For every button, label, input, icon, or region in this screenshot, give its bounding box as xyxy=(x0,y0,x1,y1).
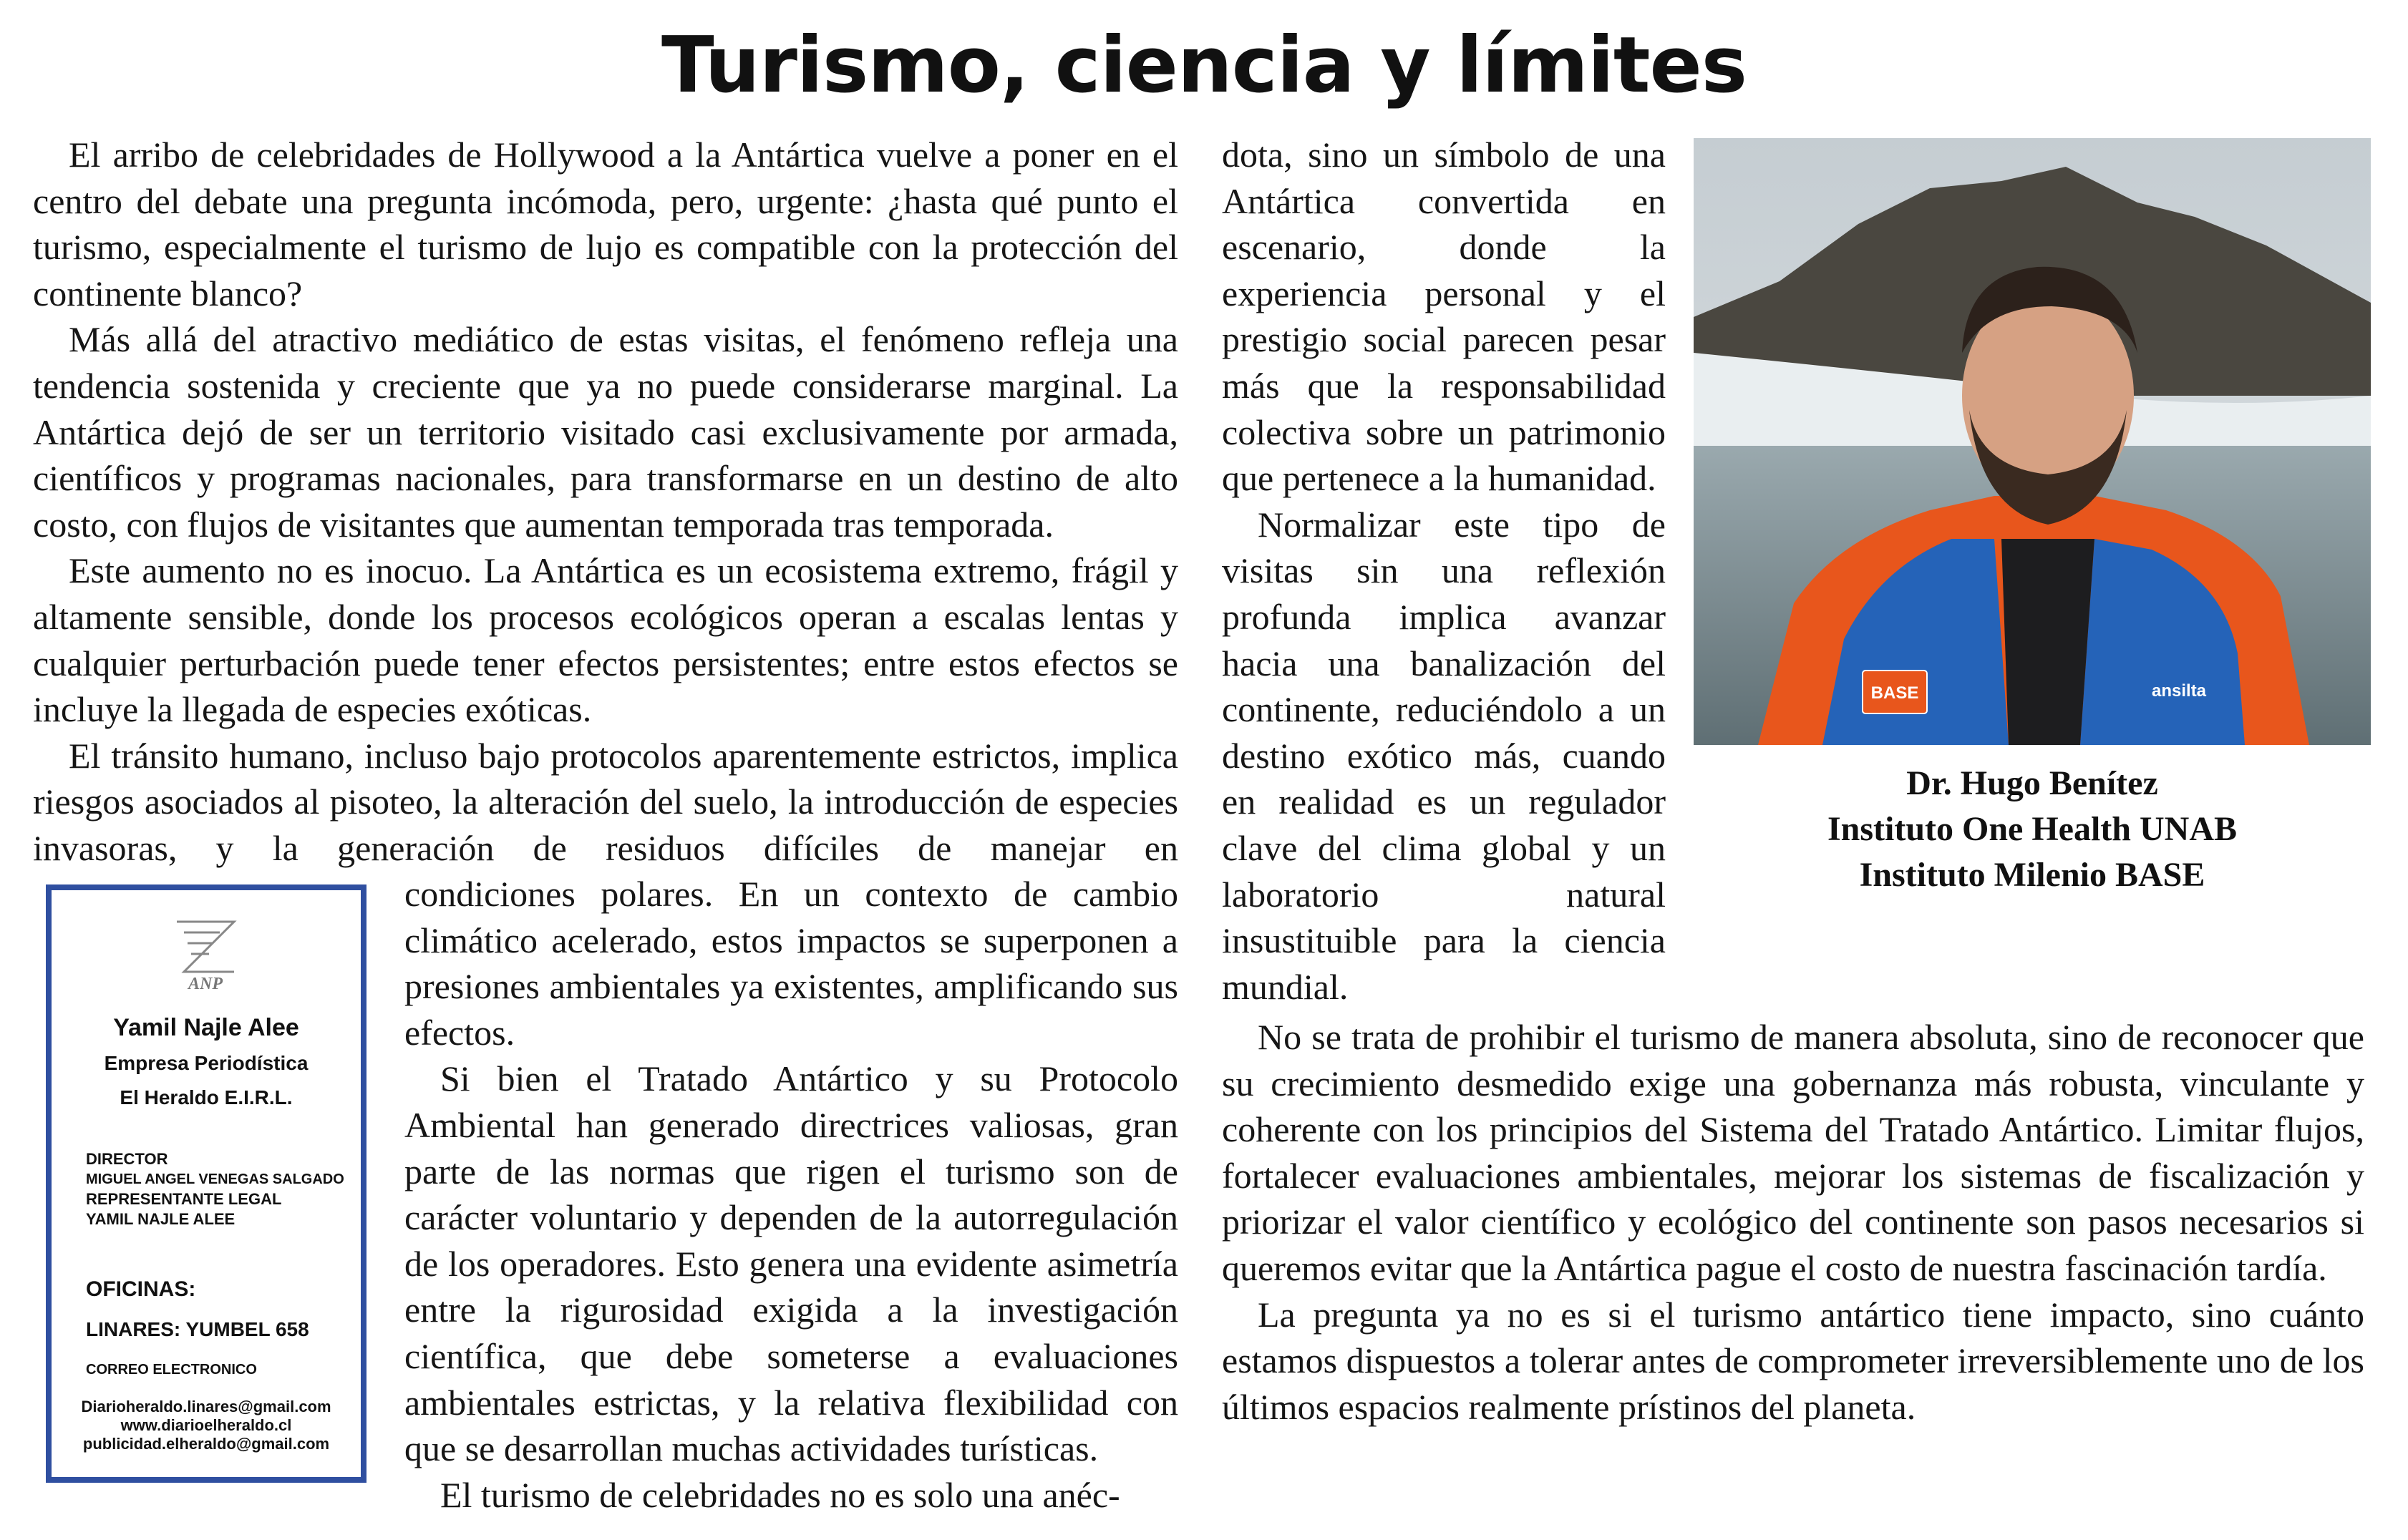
paragraph: condiciones polares. En un contexto de cambio climático acelerado, estos impactos se superponen a presiones ambientales ya existentes, amplificando sus efectos. xyxy=(404,874,1178,1053)
paragraph: La pregunta ya no es si el turismo antártico tiene impacto, sino cuánto estamos dispuestos a tolerar antes de comprometer irreversiblemente uno de los últimos espacios realmente prístinos del planeta. xyxy=(1222,1294,2364,1427)
portrait-photo xyxy=(1694,138,2371,745)
anp-logo-text: ANP xyxy=(188,975,223,993)
masthead-box xyxy=(46,884,366,1483)
jacket-badge: BASE xyxy=(1870,683,1919,703)
paragraph: El arribo de celebridades de Hollywood a la Antártica vuelve a poner en el centro del debate una pregunta incómoda, pero, urgente: ¿hasta qué punto el turismo, especialmente el turismo de lujo es compatible con la protección del continente blanco? xyxy=(33,135,1178,313)
column-2 xyxy=(1222,132,1666,1010)
legal-label: REPRESENTANTE LEGAL xyxy=(86,1190,282,1208)
offices-label: OFICINAS: xyxy=(86,1277,196,1301)
caption-affiliation-1: Instituto One Health UNAB xyxy=(1827,810,2238,848)
paragraph: El tránsito humano, incluso bajo protocolos aparentemente estrictos, implica riesgos asociados al pisoteo, la alteración del suelo, la introducción de especies invasoras, y la generación de residuos difíciles de manejar en xyxy=(33,735,1178,868)
paragraph: Este aumento no es inocuo. La Antártica es un ecosistema extremo, frágil y altamente sensible, donde los procesos ecológicos operan a escalas lentas y cualquier perturbación puede tener efectos persistentes; entre estos efectos se incluye la llegada de especies exóticas. xyxy=(33,550,1178,730)
caption-name: Dr. Hugo Benítez xyxy=(1906,764,2158,802)
director-label: DIRECTOR xyxy=(86,1150,168,1168)
director-name: MIGUEL ANGEL VENEGAS SALGADO xyxy=(86,1171,344,1187)
caption-affiliation-2: Instituto Milenio BASE xyxy=(1859,856,2205,894)
masthead-company-2: El Heraldo E.I.R.L. xyxy=(120,1086,293,1108)
paragraph: No se trata de prohibir el turismo de manera absoluta, sino de reconocer que su crecimiento desmedido exige una gobernanza más robusta, vinculante y coherente con los principios del Sistema del Tratado Antártico. Limitar flujos, fortalecer evaluaciones ambientales, mejorar los sistemas de fiscalización y priorizar el valor científico y ecológico del continente son pasos necesarios si queremos evitar que la Antártica pague el costo de nuestra fascinación tardía. xyxy=(1222,1017,2364,1288)
email-label: CORREO ELECTRONICO xyxy=(86,1362,257,1378)
advertising-email-link[interactable]: publicidad.elheraldo@gmail.com xyxy=(82,1435,330,1453)
jacket-brand-text: ansilta xyxy=(2152,681,2207,701)
portrait-illustration xyxy=(1694,138,2371,745)
paragraph: El turismo de celebridades no es solo una anéc- xyxy=(440,1474,1120,1515)
email-link[interactable]: Diarioheraldo.linares@gmail.com xyxy=(81,1398,331,1415)
paragraph: dota, sino un símbolo de una Antártica convertida en escenario, donde la experiencia personal y el prestigio social parecen pesar más que la responsabilidad colectiva sobre un patrimonio que pertenece a la humanidad. xyxy=(1222,135,1666,499)
paragraph: Si bien el Tratado Antártico y su Protocolo Ambiental han generado directrices valiosas, gran parte de las normas que rigen el turismo son de carácter voluntario y dependen de la autorregulación de los operadores. Esto genera una evidente asimetría entre la rigurosidad exigida a la investigación científica, que debe someterse a evaluaciones ambientales estrictas, y la relativa flexibilidad con que se desarrollan muchas actividades turísticas. xyxy=(404,1058,1178,1469)
website-link[interactable]: www.diarioelheraldo.cl xyxy=(120,1416,292,1434)
column-1-narrow xyxy=(404,871,1178,1518)
offices-value: LINARES: YUMBEL 658 xyxy=(86,1318,309,1340)
article-title: Turismo, ciencia y límites xyxy=(661,21,1747,110)
column-1 xyxy=(33,132,1178,872)
paragraph: Normalizar este tipo de visitas sin una reflexión profunda implica avanzar hacia una banalización del continente, reduciéndolo a un destino exótico más, cuando en realidad es un regulador clave del clima global y un laboratorio natural insustituible para la ciencia mundial. xyxy=(1222,504,1666,1007)
masthead-company: Empresa Periodística xyxy=(104,1052,309,1074)
photo-caption xyxy=(1694,761,2371,898)
masthead-owner: Yamil Najle Alee xyxy=(113,1014,299,1041)
anp-logo xyxy=(170,915,241,993)
column-wide xyxy=(1222,1014,2364,1430)
legal-name: YAMIL NAJLE ALEE xyxy=(86,1210,236,1228)
paragraph: Más allá del atractivo mediático de estas visitas, el fenómeno refleja una tendencia sostenida y creciente que ya no puede considerarse marginal. La Antártica dejó de ser un territorio visitado casi exclusivamente por armada, científicos y programas nacionales, para transformarse en un destino de alto costo, con flujos de visitantes que aumentan temporada tras temporada. xyxy=(33,319,1178,545)
